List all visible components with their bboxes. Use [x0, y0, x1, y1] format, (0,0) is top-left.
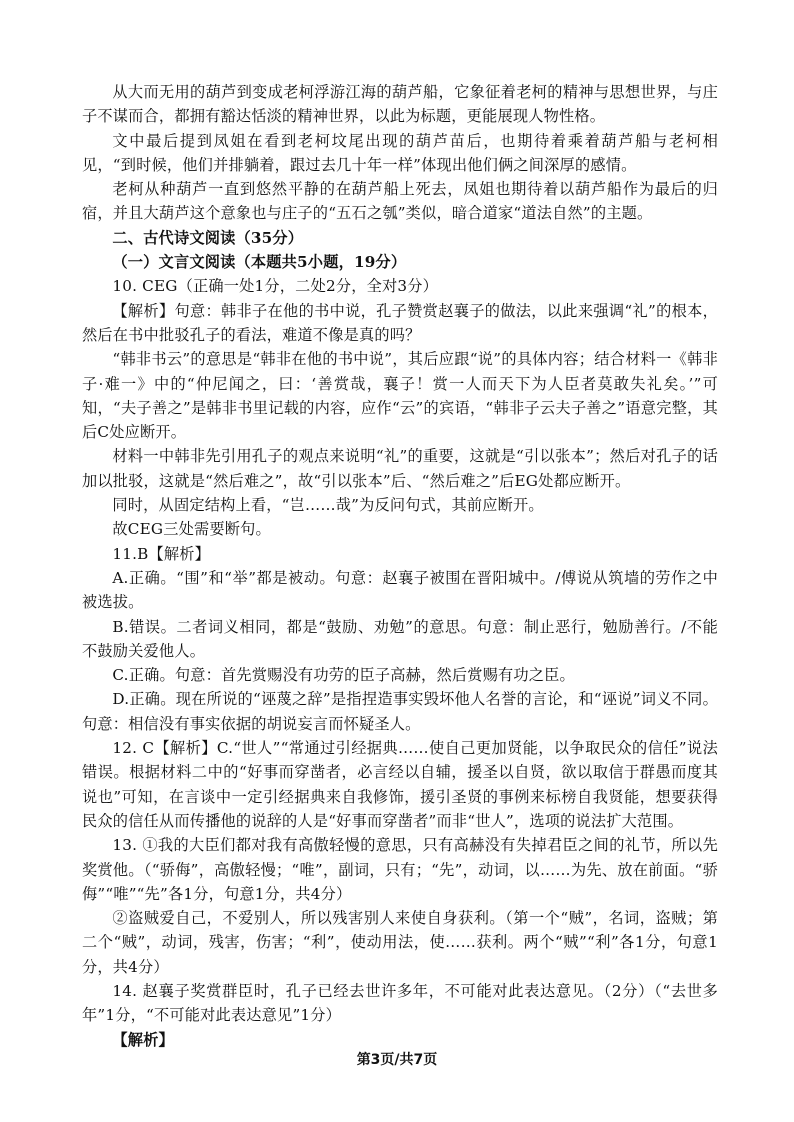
paragraph-p13: A.正确。“围”和“举”都是被动。句意：赵襄子被围在晋阳城中。/傅说从筑墙的劳作之中被选拔。: [82, 568, 718, 612]
paragraph-p6: 10. CEG（正确一处1分，二处2分，全对3分）: [112, 277, 439, 296]
paragraph-p19: ②盗贼爱自己，不爱别人，所以残害别人来使自身获利。（第一个“贼”，名词，盗贼；第二个“贼”，动词，残害，伤害；“利”，使动用法，使……获利。两个“贼”“利”各1分，句意1分，共4分）: [82, 909, 718, 976]
paragraph-p10: 同时，从固定结构上看，“岂……哉”为反问句式，其前应断开。: [112, 496, 544, 515]
page-footer: 第3页/共7页: [356, 1052, 438, 1068]
paragraph-p20: 14. 赵襄子奖赏群臣时，孔子已经去世许多年，不可能对此表达意见。（2分）（“去世多年”1分，“不可能对此表达意见”1分）: [82, 981, 718, 1025]
paragraph-p4: 二、古代诗文阅读（35分）: [112, 228, 304, 247]
paragraph-p7: 【解析】句意：韩非子在他的书中说，孔子赞赏赵襄子的做法，以此来强调“礼”的根本，然后在书中批驳孔子的看法，难道不像是真的吗？: [82, 301, 718, 344]
paragraph-p5: （一）文言文阅读（本题共5小题，19分）: [112, 253, 407, 272]
paragraph-p1: 从大而无用的葫芦到变成老柯浮游江海的葫芦船，它象征着老柯的精神与思想世界，与庄子不谋而合，都拥有豁达恬淡的精神世界，以此为标题，更能展现人物性格。: [82, 83, 718, 126]
paragraph-p9: 材料一中韩非先引用孔子的观点来说明“礼”的重要，这就是“引以张本”；然后对孔子的话加以批驳，这就是“然后难之”，故“引以张本”后、“然后难之”后EG处都应断开。: [82, 447, 718, 490]
paragraph-p17: 12. C【解析】C.“世人”“常通过引经据典……使自己更加贤能，以争取民众的信任”说法错误。根据材料二中的“好事而穿凿者，必言经以自辅，援圣以自贤，欲以取信于群愚而度其说也”可知，在言谈中一定引经据典来自我修饰，援引圣贤的事例来标榜自我贤能，想要获得民众的信任从而传播他的说辞的人是“好事而穿凿者”而非“世人”，选项的说法扩大范围。: [82, 739, 718, 830]
paragraph-p21: 【解析】: [112, 1030, 174, 1049]
paragraph-p18: 13. ①我的大臣们都对我有高傲轻慢的意思，只有高赫没有失掉君臣之间的礼节，所以先奖赏他。（“骄侮”，高傲轻慢；“唯”，副词，只有；“先”，动词，以……为先、放在前面。“骄侮”“唯”“先”各1分，句意1分，共4分）: [82, 836, 718, 903]
paragraph-p11: 故CEG三处需要断句。: [112, 520, 271, 539]
paragraph-p3: 老柯从种葫芦一直到悠然平静的在葫芦船上死去，凤姐也期待着以葫芦船作为最后的归宿，并且大葫芦这个意象也与庄子的“五石之瓠”类似，暗合道家“道法自然”的主题。: [82, 180, 718, 223]
paragraph-p12: 11.B【解析】: [112, 544, 211, 563]
paragraph-p8: “韩非书云”的意思是“韩非在他的书中说”，其后应跟“说”的具体内容；结合材料一《韩非子·难一》中的“仲尼闻之，曰：‘善赏哉，襄子！赏一人而天下为人臣者莫敢失礼矣。’”可知，“夫子善之”是韩非书里记载的内容，应作“云”的宾语，“韩非子云夫子善之”语意完整，其后C处应断开。: [82, 350, 718, 442]
paragraph-p2: 文中最后提到凤姐在看到老柯坟尾出现的葫芦苗后，也期待着乘着葫芦船与老柯相见，“到时候，他们并排躺着，跟过去几十年一样”体现出他们俩之间深厚的感情。: [82, 131, 718, 174]
paragraph-p15: C.正确。句意：首先赏赐没有功劳的臣子高赫，然后赏赐有功之臣。: [112, 666, 575, 685]
document-body: [82, 80, 718, 1052]
paragraph-p16: D.正确。现在所说的“诬蔑之辞”是指捏造事实毁坏他人名誉的言论，和“诬说”词义不同。句意：相信没有事实依据的胡说妄言而怀疑圣人。: [82, 690, 718, 733]
paragraph-p14: B.错误。二者词义相同，都是“鼓励、劝勉”的意思。句意：制止恶行，勉励善行。/不能不鼓励关爱他人。: [82, 617, 718, 660]
